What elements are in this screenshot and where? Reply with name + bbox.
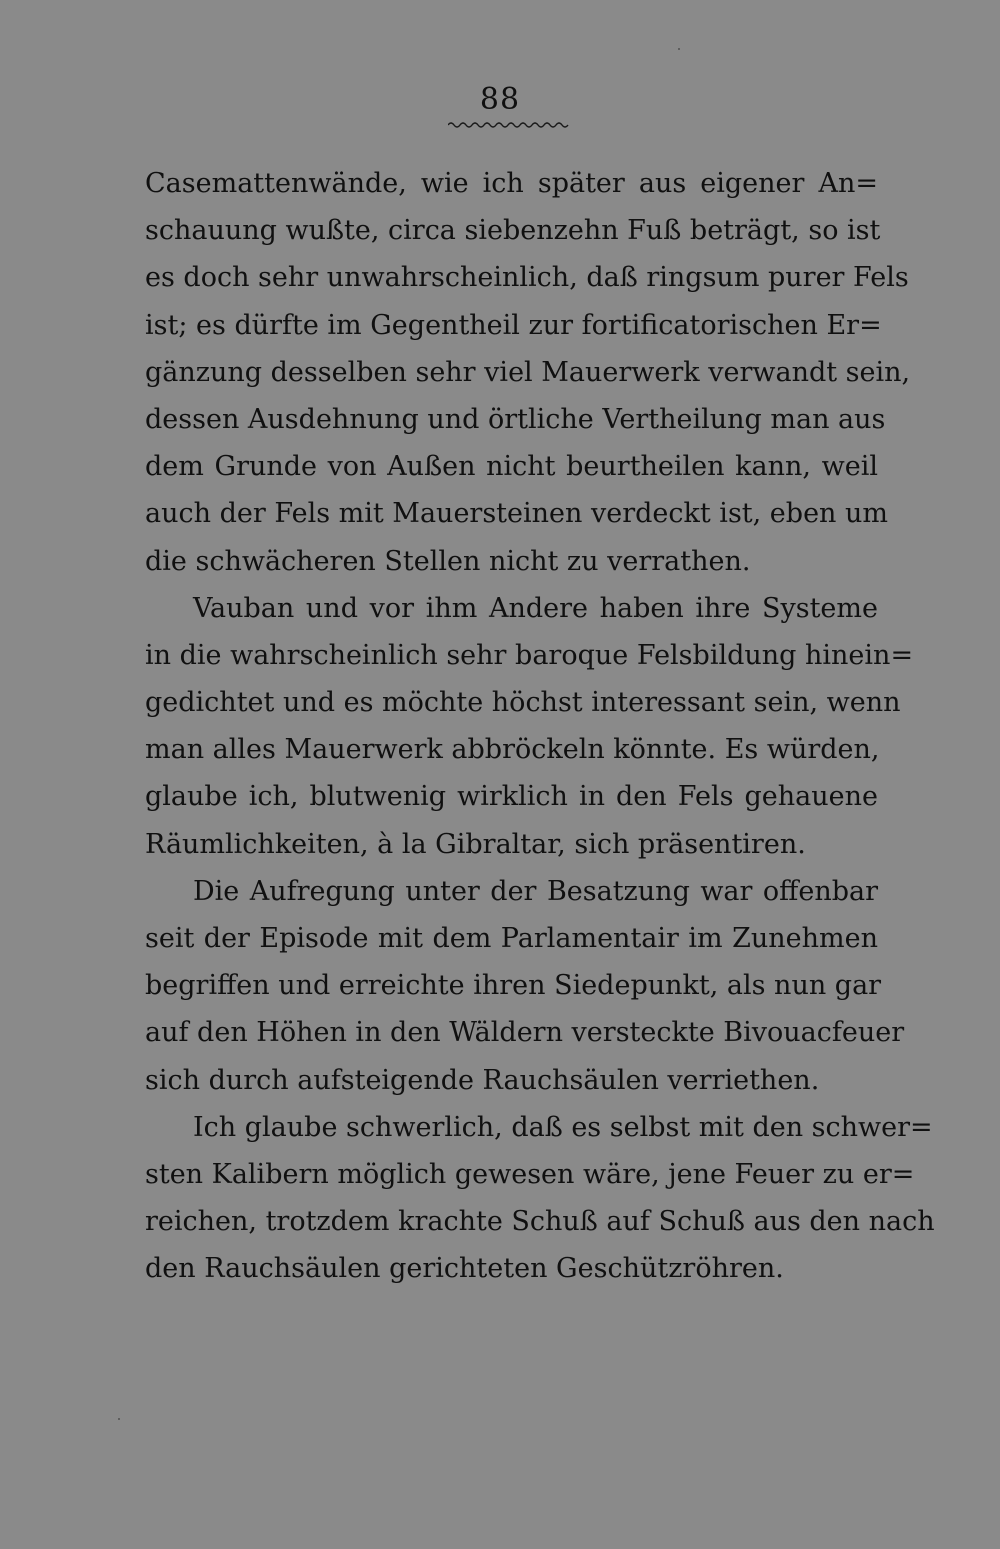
text-line: Ich glaube schwerlich, daß es selbst mit den schwer= xyxy=(193,1111,933,1143)
text-line: Die Aufregung unter der Besatzung war offenbar xyxy=(193,875,878,907)
text-line: man alles Mauerwerk abbröckeln könnte. Es würden, xyxy=(145,734,880,766)
text-line: dem Grunde von Außen nicht beurtheilen kann, weil xyxy=(145,451,878,483)
text-line: den Rauchsäulen gerichteten Geschützröhren. xyxy=(145,1253,784,1285)
text-line: in die wahrscheinlich sehr baroque Felsbildung hinein= xyxy=(145,639,914,671)
text-line: ist; es dürfte im Gegentheil zur fortificatorischen Er= xyxy=(145,309,882,341)
text-line: begriffen und erreichte ihren Siedepunkt, als nun gar xyxy=(145,970,882,1002)
text-line: sten Kalibern möglich gewesen wäre, jene Feuer zu er= xyxy=(145,1158,915,1190)
text-line: dessen Ausdehnung und örtliche Vertheilung man aus xyxy=(145,403,886,435)
text-line: Räumlichkeiten, à la Gibraltar, sich präsentiren. xyxy=(145,828,806,860)
paper-speck xyxy=(678,48,680,50)
text-line: reichen, trotzdem krachte Schuß auf Schuß aus den nach xyxy=(145,1206,935,1238)
text-line: auf den Höhen in den Wäldern versteckte Bivouacfeuer xyxy=(145,1017,905,1049)
page-number: 88 xyxy=(479,82,521,117)
text-line: Vauban und vor ihm Andere haben ihre Systeme xyxy=(193,592,878,624)
text-line: sich durch aufsteigende Rauchsäulen verriethen. xyxy=(145,1064,820,1096)
body-text xyxy=(145,160,935,1293)
paper-speck xyxy=(118,1418,120,1420)
text-line: seit der Episode mit dem Parlamentair im Zunehmen xyxy=(145,923,878,954)
text-line: es doch sehr unwahrscheinlich, daß ringsum purer Fels xyxy=(145,262,909,294)
text-line: glaube ich, blutwenig wirklich in den Fels gehauene xyxy=(145,781,878,813)
text-line: schauung wußte, circa siebenzehn Fuß beträgt, so ist xyxy=(145,215,881,247)
text-line: gedichtet und es möchte höchst interessant sein, wenn xyxy=(145,687,901,719)
text-line: auch der Fels mit Mauersteinen verdeckt ist, eben um xyxy=(145,498,889,530)
wavy-rule-ornament xyxy=(448,120,570,130)
text-line: gänzung desselben sehr viel Mauerwerk verwandt sein, xyxy=(145,356,911,388)
text-line: die schwächeren Stellen nicht zu verrathen. xyxy=(145,545,751,577)
text-line: Casemattenwände, wie ich später aus eigener An= xyxy=(145,168,878,199)
